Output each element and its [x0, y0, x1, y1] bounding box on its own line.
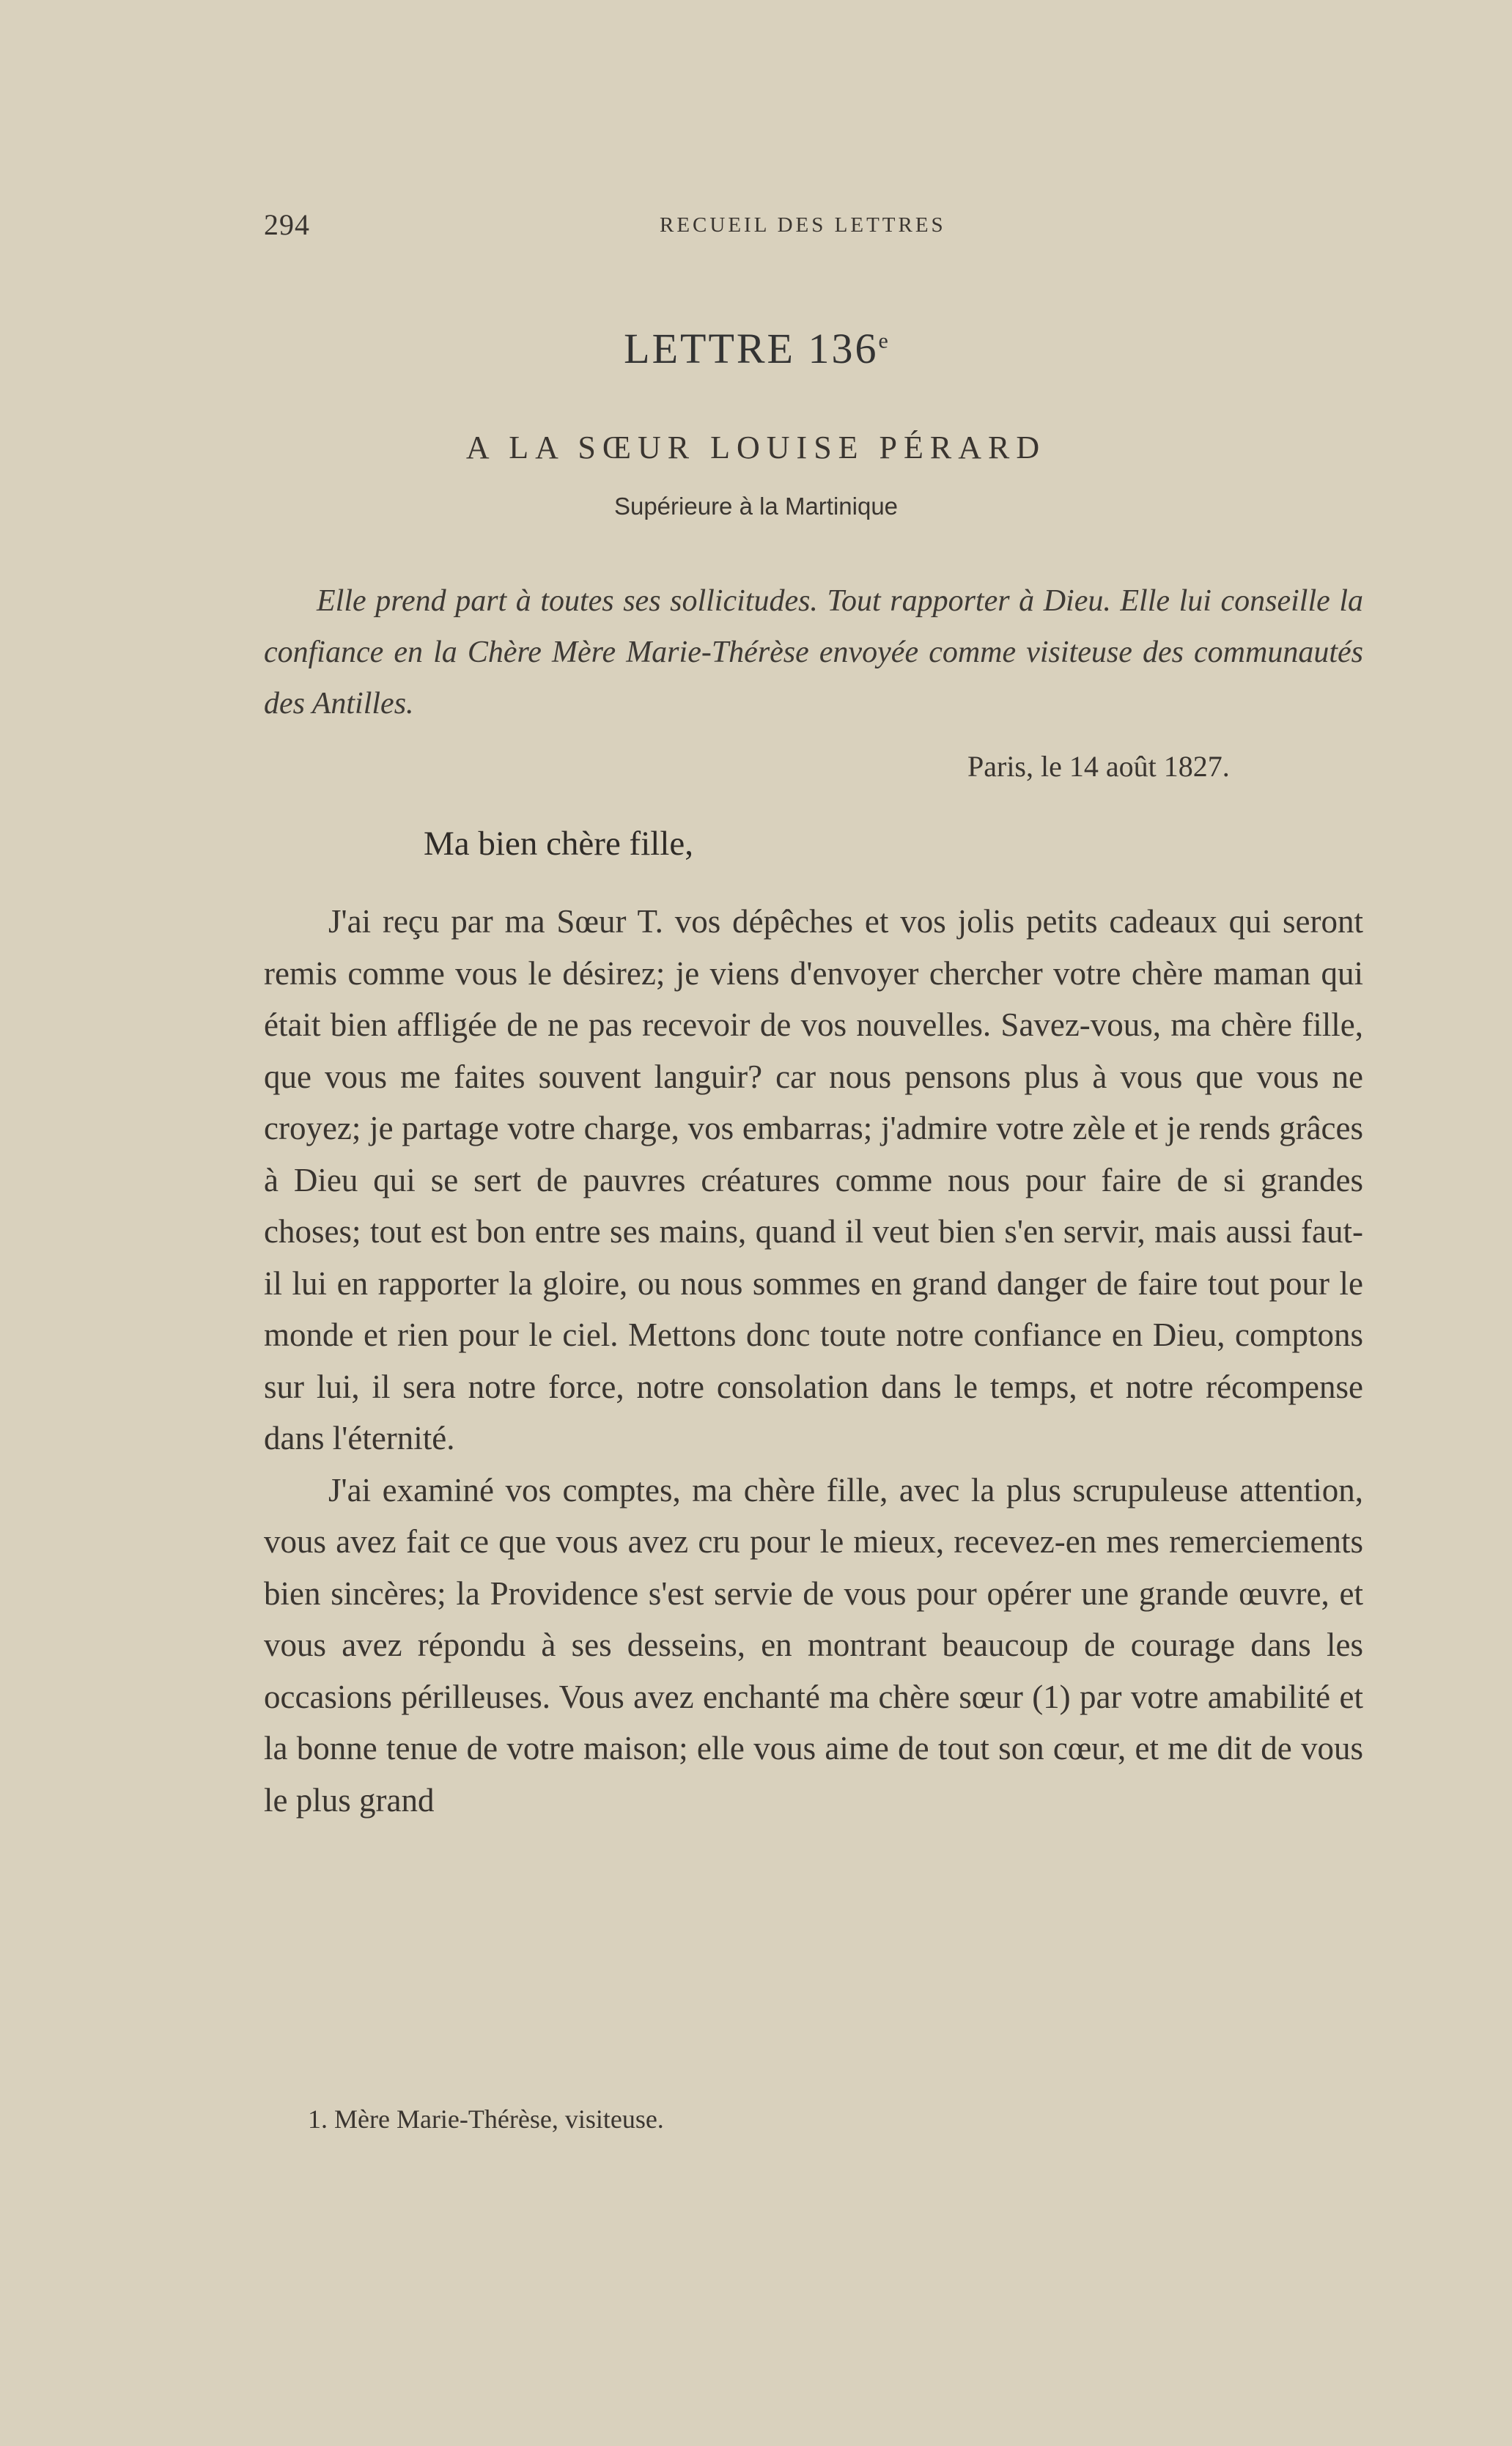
footnote: 1. Mère Marie-Thérèse, visiteuse. [308, 2104, 664, 2134]
dateline: Paris, le 14 août 1827. [967, 750, 1230, 783]
body-paragraph-1: J'ai reçu par ma Sœur T. vos dépêches et vos jolis petits cadeaux qui seront remis comme vous le désirez; je viens d'envoyer chercher votre chère maman qui était bien affligée de ne pas recevoir de vos nouvelles. Savez-vous, ma chère fille, que vous me faites souvent languir? car nous pensons plus à vous que vous ne croyez; je partage votre charge, vos embarras; j'admire votre zèle et je rends grâces à Dieu qui se sert de pauvres créatures comme nous pour faire de si grandes choses; tout est bon entre ses mains, quand il veut bien s'en servir, mais aussi faut-il lui en rapporter la gloire, ou nous sommes en grand danger de faire tout pour le monde et rien pour le ciel. Mettons donc toute notre confiance en Dieu, comptons sur lui, il sera notre force, notre consolation dans le temps, et notre récompense dans l'éternité. [264, 903, 1363, 1456]
letter-title [0, 324, 1512, 373]
page-number: 294 [264, 208, 310, 241]
summary-text: Elle prend part à toutes ses sollicitudes. Tout rapporter à Dieu. Elle lui conseille la confiance en la Chère Mère Marie-Thérèse envoyée comme visiteuse des communautés des Antilles. [264, 584, 1363, 721]
body-paragraph-2: J'ai examiné vos comptes, ma chère fille, avec la plus scrupuleuse attention, vous avez fait ce que vous avez cru pour le mieux, recevez-en mes remerciements bien sincères; la Providence s'est servie de vous pour opérer une grande œuvre, et vous avez répondu à ses desseins, en montrant beaucoup de courage dans les occasions périlleuses. Vous avez enchanté ma chère sœur (1) par votre amabilité et la bonne tenue de votre maison; elle vous aime de tout son cœur, et me dit de vous le plus grand [264, 1471, 1363, 1819]
letter-recipient: A LA SŒUR LOUISE PÉRARD [465, 430, 1047, 465]
letter-title-superscript: e [878, 328, 888, 353]
salutation: Ma bien chère fille, [424, 825, 693, 863]
recipient-subtitle: Supérieure à la Martinique [613, 493, 899, 520]
letter-title-text: LETTRE 136 [624, 325, 879, 372]
running-head [264, 207, 1363, 244]
running-title: RECUEIL DES LETTRES [660, 213, 946, 237]
letter-summary [264, 575, 1363, 729]
letter-body [264, 896, 1363, 1826]
